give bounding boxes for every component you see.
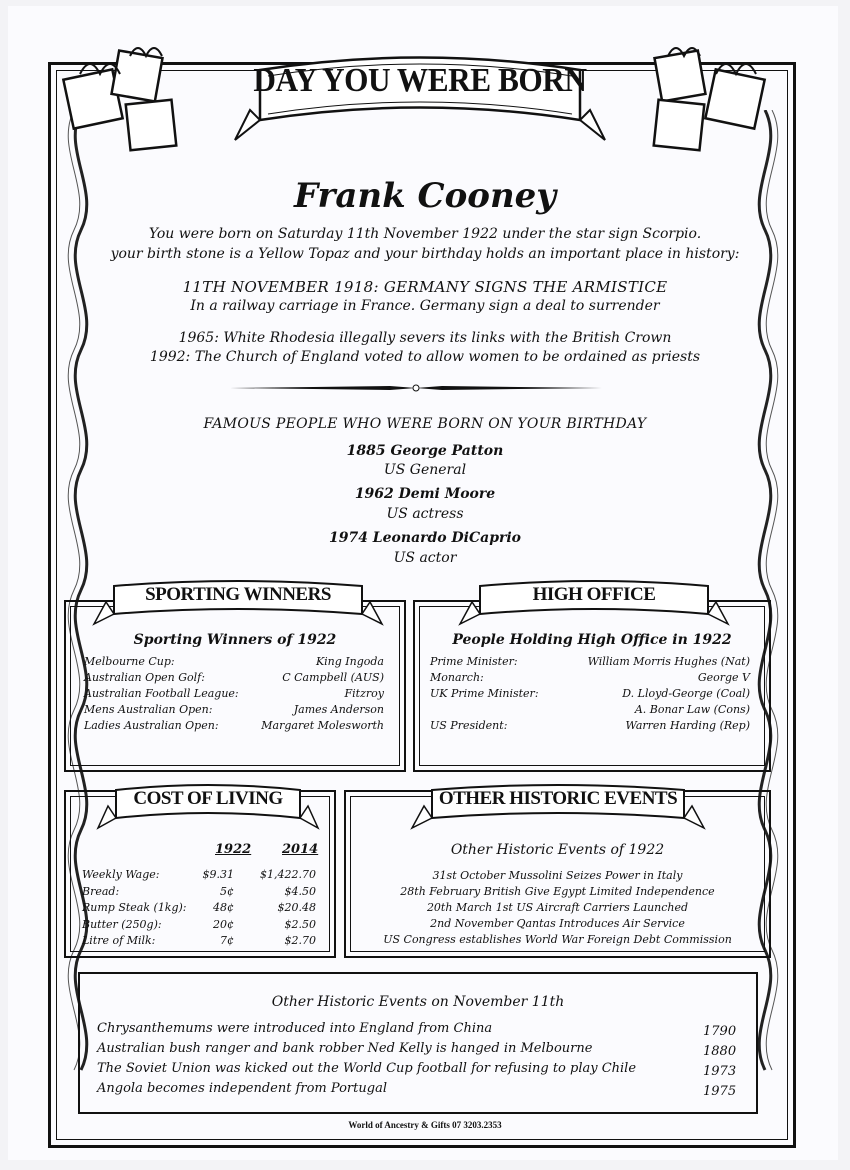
cost-value-1922: 20¢	[213, 917, 234, 931]
cost-value-2014: $2.70	[284, 934, 316, 947]
table-row	[82, 885, 316, 899]
table-row	[430, 703, 750, 717]
row-label: UK Prime Minister:	[430, 687, 539, 700]
row-value: D. Lloyd-George (Coal)	[622, 687, 750, 700]
row-label: Australian Football League:	[84, 687, 239, 700]
ornamental-divider	[230, 384, 602, 392]
cost-banner	[96, 782, 320, 834]
november-event-text: The Soviet Union was kicked out the World Cup football for refusing to play Chile	[97, 1061, 637, 1076]
cost-value-2014: $4.50	[284, 884, 316, 898]
office-panel-inner	[419, 606, 765, 766]
row-value: George V	[697, 671, 750, 684]
table-row	[82, 868, 316, 882]
sporting-panel-inner	[70, 606, 400, 766]
list-item: 2nd November Qantas Introduces Air Service	[430, 917, 685, 930]
row-label: Ladies Australian Open:	[84, 719, 219, 732]
famous-person-name: 1962 Demi Moore	[354, 486, 496, 502]
cost-value-1922: 5¢	[220, 884, 234, 898]
other-events-heading: Other Historic Events of 1922	[450, 842, 665, 858]
table-row	[84, 719, 384, 733]
other-events-banner	[410, 782, 706, 834]
row-value: A. Bonar Law (Cons)	[634, 703, 750, 716]
table-row	[430, 719, 750, 733]
row-label: Prime Minister:	[430, 655, 518, 668]
history-headline-sub: In a railway carriage in France. Germany sign a deal to surrender	[190, 298, 660, 314]
famous-person-name: 1885 George Patton	[346, 443, 504, 459]
cost-value-2014: $20.48	[277, 901, 316, 914]
row-label: Monarch:	[430, 671, 484, 684]
november-event-year: 1975	[703, 1084, 737, 1099]
table-row	[430, 687, 750, 701]
table-row	[84, 703, 384, 717]
list-item: US Congress establishes World War Foreign Debt Commission	[383, 933, 732, 946]
row-value: King Ingoda	[315, 655, 384, 668]
cost-banner-label: COST OF LIVING	[133, 788, 283, 809]
cost-item-label: Weekly Wage:	[82, 868, 160, 881]
famous-person-name: 1974 Leonardo DiCaprio	[328, 530, 522, 546]
history-event-2: 1992: The Church of England voted to allow women to be ordained as priests	[149, 349, 701, 365]
famous-heading: FAMOUS PEOPLE WHO WERE BORN ON YOUR BIRTHDAY	[203, 416, 647, 432]
history-event-1: 1965: White Rhodesia illegally severs its links with the British Crown	[178, 330, 672, 346]
november-event-year: 1973	[703, 1064, 737, 1079]
november-event-text: Australian bush ranger and bank robber Ned Kelly is hanged in Melbourne	[97, 1041, 593, 1056]
office-banner-label: HIGH OFFICE	[532, 584, 656, 605]
table-row	[84, 655, 384, 669]
november-event-text: Chrysanthemums were introduced into England from China	[97, 1021, 493, 1036]
sporting-banner-label: SPORTING WINNERS	[145, 584, 331, 605]
gift-box-icon	[650, 44, 770, 154]
table-row	[430, 671, 750, 685]
list-item: 31st October Mussolini Seizes Power in Italy	[432, 869, 683, 882]
cost-column-2014: 2014	[282, 842, 319, 857]
footer-credit: World of Ancestry & Gifts 07 3203.2353	[348, 1120, 502, 1130]
cost-item-label: Rump Steak (1kg):	[82, 901, 187, 914]
cost-value-1922: $9.31	[202, 868, 234, 881]
cost-column-1922: 1922	[215, 842, 252, 857]
november-event-year: 1790	[703, 1024, 737, 1039]
gift-box-icon	[60, 44, 180, 154]
cost-item-label: Bread:	[82, 884, 120, 898]
table-row	[82, 918, 316, 932]
cost-item-label: Butter (250g):	[82, 917, 162, 931]
cost-value-1922: 48¢	[213, 901, 234, 914]
november-heading: Other Historic Events on November 11th	[271, 994, 565, 1010]
page-title: DAY YOU WERE BORN	[253, 62, 587, 99]
table-row	[84, 671, 384, 685]
title-banner	[230, 50, 610, 150]
row-value: Margaret Molesworth	[261, 719, 384, 732]
cost-value-1922: 7¢	[220, 934, 234, 947]
table-row	[430, 655, 750, 669]
intro-line-1: You were born on Saturday 11th November 1922 under the star sign Scorpio.	[148, 226, 702, 242]
office-banner	[458, 578, 730, 630]
row-value: Fitzroy	[344, 687, 384, 700]
row-label: Melbourne Cup:	[84, 655, 175, 668]
person-name: Frank Cooney	[293, 176, 557, 216]
row-label: US President:	[430, 719, 508, 732]
sporting-banner	[92, 578, 384, 630]
cost-value-2014: $2.50	[284, 917, 316, 931]
row-label: Mens Australian Open:	[84, 703, 213, 716]
cost-value-2014: $1,422.70	[260, 868, 316, 881]
row-label: Australian Open Golf:	[84, 671, 205, 684]
november-event-year: 1880	[703, 1044, 737, 1059]
list-item: 28th February British Give Egypt Limited Independence	[400, 885, 715, 898]
row-value: C Campbell (AUS)	[282, 671, 384, 684]
table-row	[82, 934, 316, 948]
other-events-banner-label: OTHER HISTORIC EVENTS	[438, 788, 678, 809]
row-value: William Morris Hughes (Nat)	[587, 655, 750, 668]
table-row	[84, 687, 384, 701]
row-value: Warren Harding (Rep)	[625, 719, 750, 732]
cost-item-label: Litre of Milk:	[82, 934, 156, 947]
famous-person-role: US General	[383, 462, 467, 478]
row-value: James Anderson	[293, 703, 384, 716]
famous-person-role: US actress	[386, 506, 464, 522]
famous-person-role: US actor	[393, 550, 457, 566]
intro-line-2: your birth stone is a Yellow Topaz and your birthday holds an important place in history:	[110, 246, 740, 262]
sporting-heading: Sporting Winners of 1922	[133, 632, 337, 648]
table-row	[82, 901, 316, 915]
history-headline: 11TH NOVEMBER 1918: GERMANY SIGNS THE ARMISTICE	[182, 278, 668, 296]
list-item: 20th March 1st US Aircraft Carriers Launched	[426, 901, 689, 914]
office-heading: People Holding High Office in 1922	[452, 632, 732, 648]
november-event-text: Angola becomes independent from Portugal	[97, 1081, 387, 1096]
